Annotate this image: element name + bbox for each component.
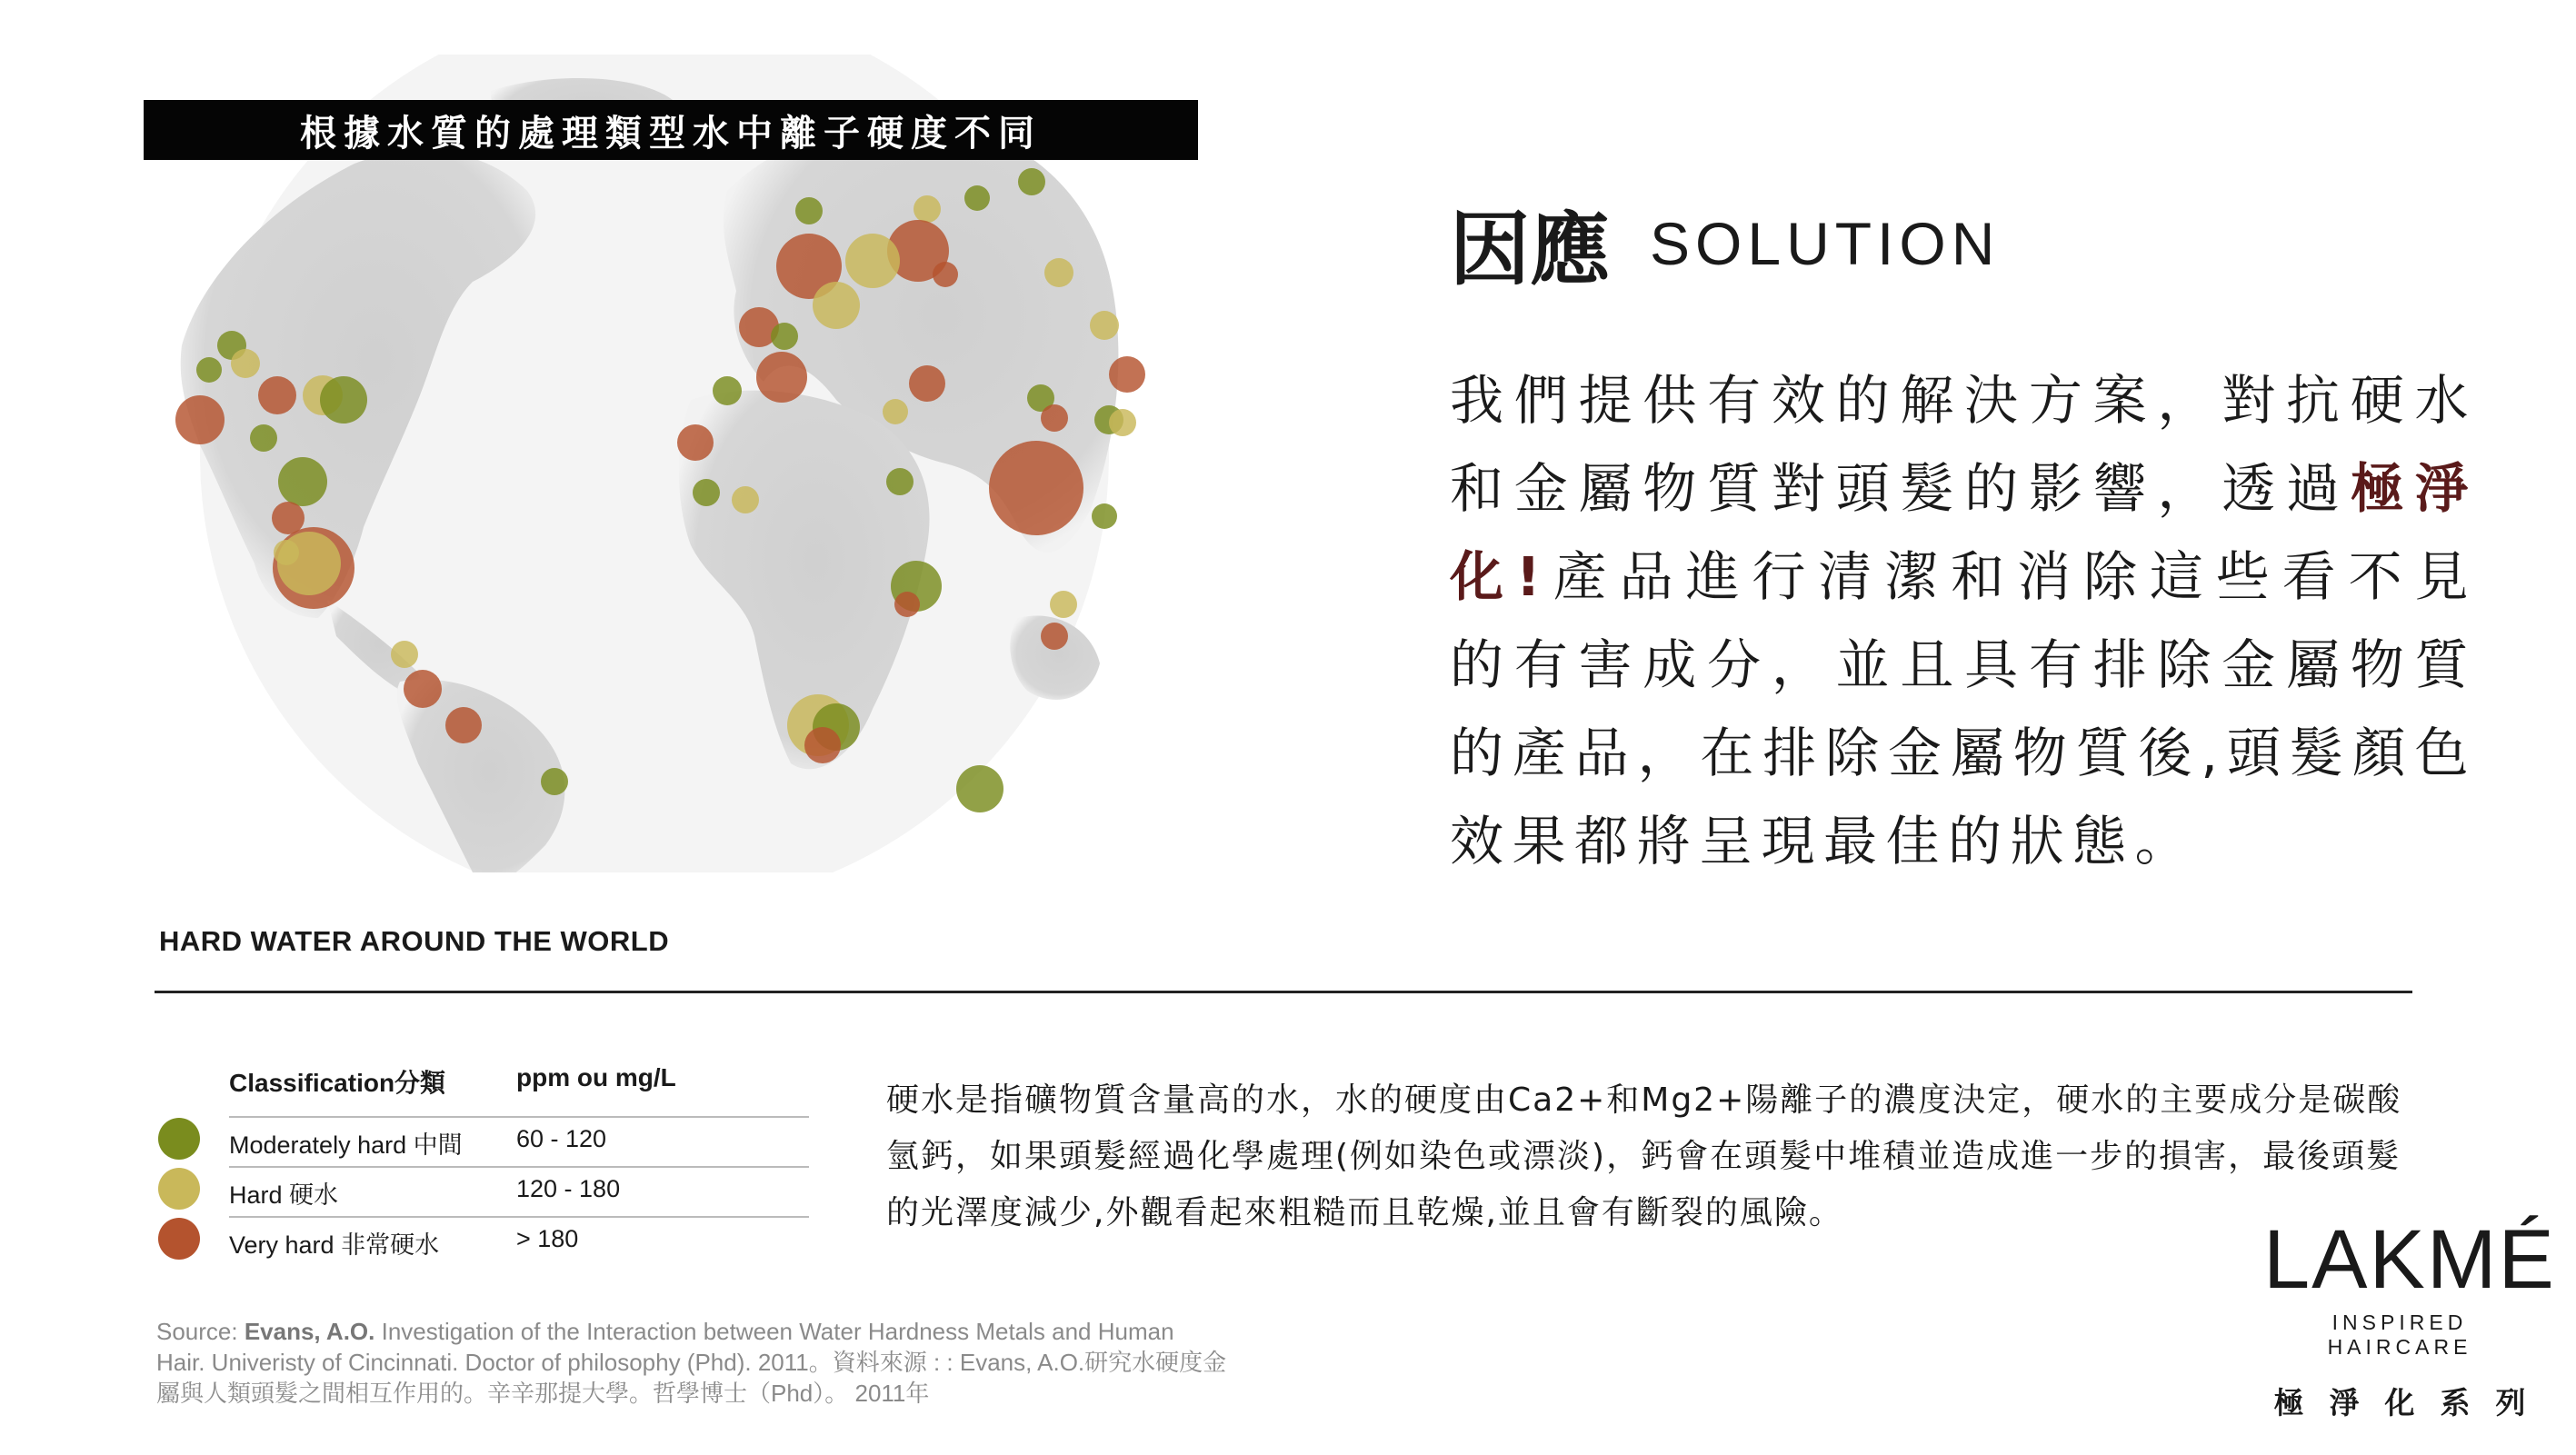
legend-table (155, 1063, 809, 1266)
hardness-bubble-very-hard (272, 502, 305, 534)
hardness-bubble-moderate (713, 376, 742, 405)
hardness-bubble-very-hard (894, 592, 920, 617)
hardness-bubble-hard (231, 349, 260, 378)
legend-header (155, 1063, 809, 1116)
solution-title-zh: 因應 (1450, 203, 1611, 296)
legend-range: > 180 (516, 1225, 579, 1252)
hardness-bubble-moderate (278, 457, 327, 506)
solution-body-brand: 極淨化! (1450, 457, 2477, 608)
hardness-bubble-very-hard (1041, 404, 1068, 432)
hardness-bubble-hard (1050, 591, 1077, 618)
hardness-bubble-very-hard (445, 707, 482, 743)
hardness-bubble-very-hard (909, 365, 945, 402)
hardness-bubble-very-hard (677, 424, 714, 461)
hardness-bubble-hard (883, 399, 908, 424)
solution-body-before: 我們提供有效的解決方案，對抗硬水和金屬物質對頭髮的影響，透過 (1450, 369, 2477, 520)
solution-title-en: SOLUTION (1650, 210, 2001, 277)
hardness-bubble-very-hard (756, 352, 807, 403)
logo-wordmark: LAKMÉ (2263, 1213, 2556, 1306)
hard-water-description: 硬水是指礦物質含量高的水，水的硬度由Ca2+和Mg2+陽離子的濃度決定，硬水的主要成分是碳酸氫鈣，如果頭髮經過化學處理(例如染色或漂淡)，鈣會在頭髮中堆積並造成進一步的損害，最後頭髮的光澤度減少,外觀看起來粗糙而且乾燥,並且會有斷裂的風險。 (886, 1081, 2402, 1231)
legend-range: 60 - 120 (516, 1125, 607, 1152)
hardness-bubble-very-hard (258, 376, 296, 414)
map-banner: 根據水質的處理類型水中離子硬度不同 (144, 100, 1198, 160)
solution-body-after: 產品進行清潔和消除這些看不見的有害成分，並且具有排除金屬物質的產品，在排除金屬物質後,頭髮顏色效果都將呈現最佳的狀態。 (1450, 545, 2477, 872)
map-caption: HARD WATER AROUND THE WORLD (159, 925, 670, 957)
source-author: Evans, A.O. (244, 1318, 375, 1345)
hardness-bubble-very-hard (175, 395, 225, 444)
legend-header-ppm: ppm ou mg/L (516, 1063, 676, 1091)
source-prefix: Source: (156, 1318, 245, 1345)
world-map-graphic (145, 55, 1145, 872)
hardness-bubble-moderate (964, 185, 990, 211)
hardness-bubble-moderate (956, 765, 1003, 812)
hardness-bubble-moderate (541, 768, 568, 795)
legend-label: Very hard 非常硬水 (229, 1231, 440, 1259)
section-divider (155, 991, 2412, 993)
hardness-bubble-hard (391, 641, 418, 668)
logo-series-name: 極淨化系列 (2273, 1385, 2551, 1420)
hardness-bubble-moderate (196, 357, 222, 383)
legend-dot-moderate-icon (158, 1118, 200, 1160)
hardness-bubble-moderate (1018, 168, 1045, 195)
source-text: Investigation of the Interaction between Water Hardness Metals and Human Hair. Univeristy of Cincinnati. Doctor of philosophy (Phd). 2011。資料來源 : : Evans, A.O.研究水硬度金屬與人類頭髮之間相互作用的。辛辛那提大學。哲學博士（Phd）。 2011年 (156, 1318, 1227, 1407)
hardness-bubble-hard (813, 282, 860, 329)
legend-row-moderate (155, 1116, 809, 1166)
hardness-bubble-moderate (771, 323, 798, 350)
logo-tagline: INSPIRED HAIRCARE (2327, 1310, 2472, 1359)
legend-row-very-hard (155, 1216, 809, 1266)
hardness-bubble-hard (845, 234, 900, 288)
legend-label: Moderately hard 中間 (229, 1131, 463, 1159)
hardness-bubble-very-hard (804, 727, 841, 763)
solution-body (1450, 356, 2477, 885)
lakme-logo (2263, 1213, 2556, 1422)
hardness-bubble-moderate (250, 424, 277, 452)
hardness-bubble-moderate (886, 468, 914, 495)
source-citation (156, 1316, 1229, 1409)
hardness-bubble-moderate (795, 197, 823, 224)
hardness-bubble-hard (732, 486, 759, 513)
hardness-bubble-hard (914, 195, 941, 223)
hardness-bubble-moderate (320, 376, 367, 424)
hardness-bubble-very-hard (1041, 623, 1068, 650)
hardness-bubble-hard (1044, 258, 1073, 287)
hardness-bubble-very-hard (933, 262, 958, 287)
legend-range: 120 - 180 (516, 1175, 621, 1202)
legend-row-hard (155, 1166, 809, 1216)
hardness-bubble-hard (274, 540, 299, 565)
legend-dot-hard-icon (158, 1168, 200, 1210)
legend-label: Hard 硬水 (229, 1181, 339, 1209)
legend-header-classification: Classification分類 (229, 1069, 446, 1097)
solution-heading (1450, 186, 2000, 301)
hardness-bubble-hard (1109, 409, 1136, 436)
hardness-bubble-very-hard (1109, 356, 1145, 393)
hardness-bubble-moderate (1092, 503, 1117, 529)
hardness-bubble-moderate (693, 479, 720, 506)
hardness-bubble-hard (1090, 311, 1119, 340)
hardness-bubble-very-hard (989, 441, 1083, 535)
legend-dot-very-hard-icon (158, 1218, 200, 1260)
hardness-bubble-very-hard (404, 670, 442, 708)
